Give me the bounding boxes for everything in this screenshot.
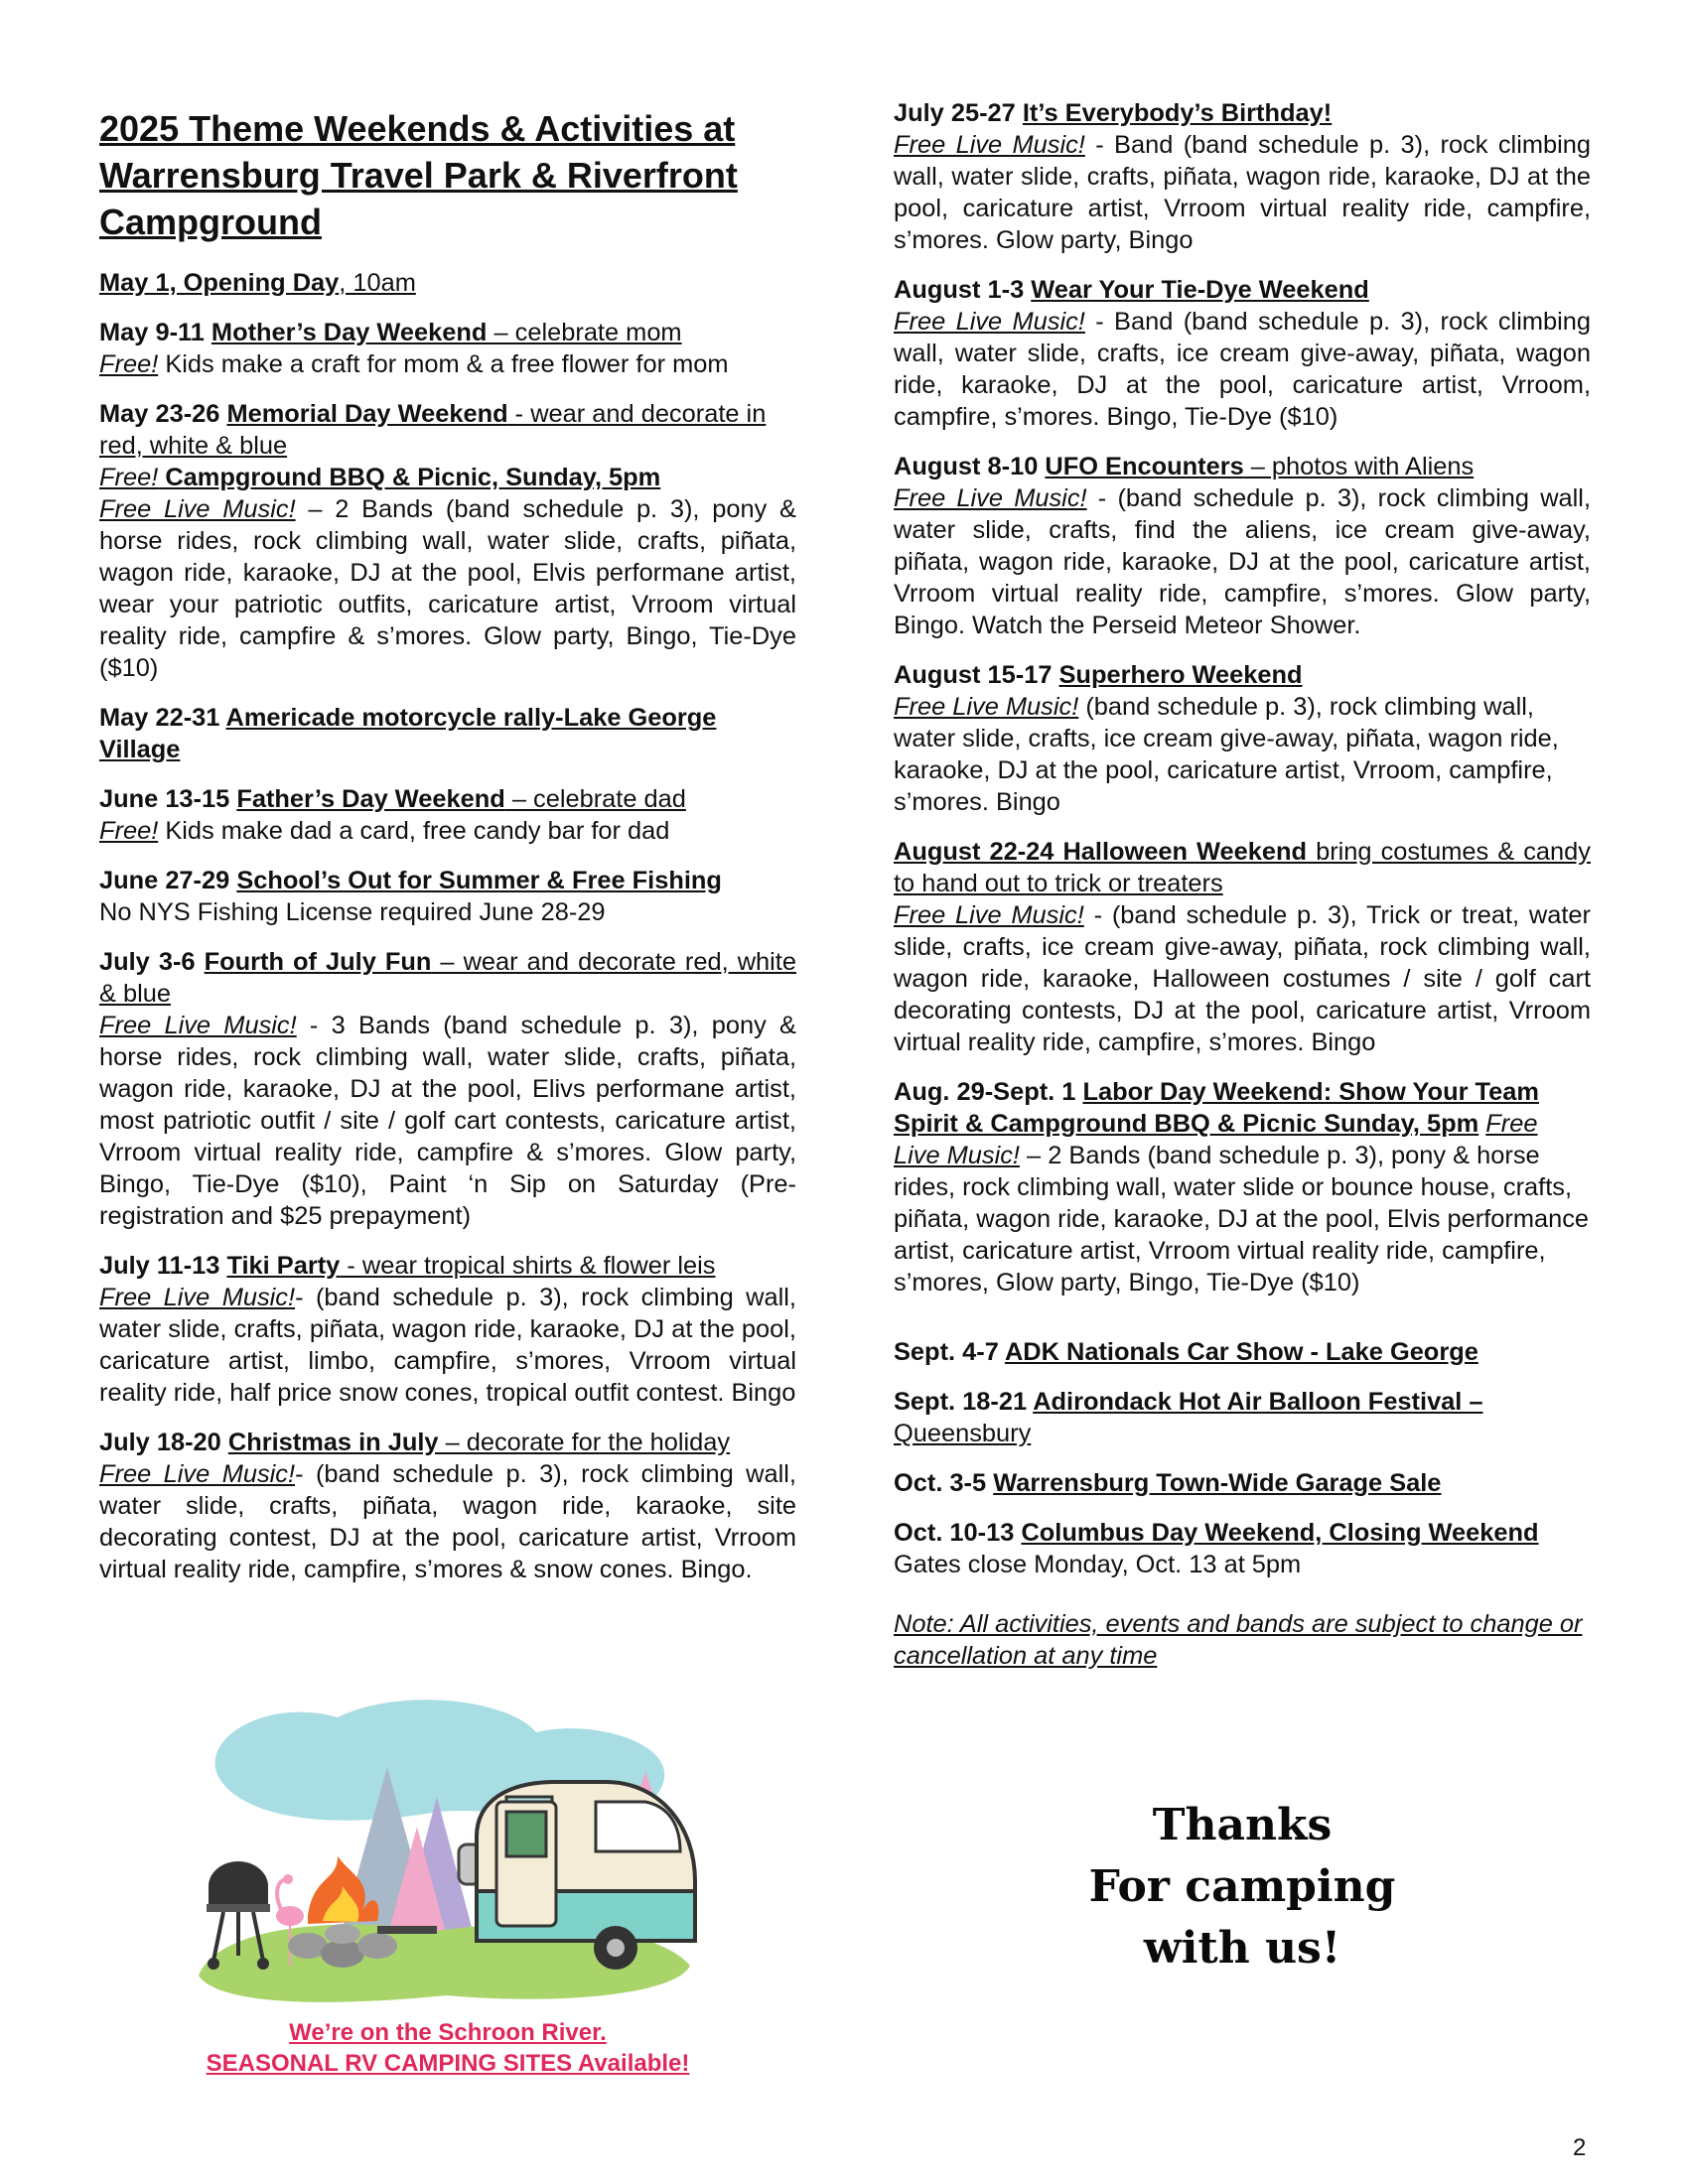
event-ufo-encounters [894,451,1591,641]
event-name: Fourth of July Fun [204,948,432,976]
event-date: July 25-27 [894,99,1023,127]
event-description: Kids make dad a card, free candy bar for dad [158,817,670,845]
free-label: Free! [99,817,159,845]
event-name: Tiki Party [226,1252,341,1280]
event-date: August 1-3 [894,276,1032,304]
event-name: Warrensburg Town-Wide Garage Sale [993,1469,1442,1497]
event-date: July 3-6 [99,948,205,976]
thanks-line-1: Thanks [1152,1800,1333,1850]
event-name: Superhero Weekend [1058,661,1303,689]
event-description: - (band schedule p. 3), rock climbing wall, water slide, crafts, piñata, wagon ride, karaoke, site decorating contest, DJ at the pool, caricature artist, Vrroom virtual reality ride, campfire, s’mores & snow cones. Bingo. [99,1460,796,1583]
free-live-music-label: Free Live Music! [894,901,1084,929]
event-description: - (band schedule p. 3), rock climbing wall, water slide, crafts, find the aliens, ice cream give-away, piñata, wagon ride, karaoke, DJ at the pool, caricature artist, Vrroom virtual reality ride, campfire, s’mores. Glow party, Bingo. Watch the Perseid Meteor Shower. [894,484,1591,639]
free-live-music-label: Free Live Music! [894,484,1087,512]
event-date: June 13-15 [99,785,237,813]
event-date: Sept. 4-7 [894,1338,1005,1366]
event-christmas-in-july [99,1427,796,1585]
event-name: Adirondack Hot Air Balloon Festival – [1033,1388,1483,1416]
event-name: Columbus Day Weekend, Closing Weekend [1021,1519,1539,1547]
bbq-title: Campground BBQ & Picnic, Sunday, 5pm [158,464,661,491]
event-name: Halloween Weekend [1062,838,1308,866]
event-description: – 2 Bands (band schedule p. 3), pony & horse rides, rock climbing wall, water slide or bounce house, crafts, piñata, wagon ride, karaoke, DJ at the pool, Elvis performance artist, caricature artist, Vrroom virtual reality ride, campfire, s’mores, Glow party, Bingo, Tie-Dye ($10) [894,1142,1590,1297]
event-name: School’s Out for Summer & Free Fishing [236,867,722,894]
event-date: May 22-31 [99,704,226,732]
page-number: 2 [1573,2134,1587,2161]
event-date: May 9-11 [99,319,211,346]
event-tiki-party [99,1250,796,1409]
event-labor-day [894,1076,1591,1298]
event-date: August 22-24 [894,838,1063,866]
event-date: Oct. 3-5 [894,1469,994,1497]
event-name: Father’s Day Weekend [236,785,505,813]
event-name: Americade motorcycle rally-Lake George Village [99,704,717,763]
event-description: Kids make a craft for mom & a free flower for mom [158,350,729,378]
event-name: Memorial Day Weekend [226,400,508,428]
free-live-music-label: Free Live Music! [894,131,1085,159]
event-description: (band schedule p. 3), rock climbing wall, water slide, crafts, ice cream give-away, piñata, wagon ride, karaoke, DJ at the pool, caricature artist, Vrroom, campfire, s’mores. Bingo [894,693,1559,816]
event-date: Oct. 10-13 [894,1519,1022,1547]
free-label: Free! [99,464,159,491]
event-tagline: - wear and decorate in red, white & blue [99,400,767,460]
event-location: Queensbury [894,1420,1032,1447]
event-description: No NYS Fishing License required June 28-29 [99,898,606,926]
river-caption [99,2017,796,2079]
event-tie-dye-weekend [894,274,1591,433]
camper-illustration [179,1678,715,2025]
thanks-line-3: with us! [1143,1923,1341,1974]
event-schools-out [99,865,796,928]
event-description: Gates close Monday, Oct. 13 at 5pm [894,1551,1302,1578]
event-tagline: bring costumes & candy to hand out to trick or treaters [894,838,1591,897]
caption-line-1: We’re on the Schroon River. [289,2019,607,2046]
event-tagline: - wear tropical shirts & flower leis [340,1252,716,1280]
event-tagline: – photos with Aliens [1243,453,1475,480]
event-time: , 10am [339,269,416,297]
free-live-music-label: Free Live Music! [99,1012,297,1039]
event-description: – 2 Bands (band schedule p. 3), pony & horse rides, rock climbing wall, water slide, crafts, piñata, wagon ride, karaoke, DJ at the pool, Elvis performane artist, wear your patriotic outfits, caricature artist, Vrroom virtual reality ride, campfire & s’mores. Glow party, Bingo, Tie-Dye ($10) [99,495,796,682]
event-tagline: – decorate for the holiday [438,1429,731,1456]
thanks-line-2: For camping [1088,1861,1396,1912]
event-description: - (band schedule p. 3), Trick or treat, water slide, crafts, ice cream give-away, piñata, rock climbing wall, wagon ride, karaoke, Halloween costumes / site / golf cart decorating contests, DJ at the pool, caricature artist, Vrroom virtual reality ride, campfire, s’mores. Bingo [894,901,1591,1056]
event-fourth-of-july [99,946,796,1232]
event-date: June 27-29 [99,867,237,894]
event-name: UFO Encounters [1045,453,1244,480]
event-name: Christmas in July [227,1429,439,1456]
event-name: May 1, Opening Day [99,269,340,297]
event-date: August 15-17 [894,661,1059,689]
event-car-show [894,1336,1591,1368]
event-garage-sale [894,1467,1591,1499]
event-opening-day [99,267,796,299]
event-name: It’s Everybody’s Birthday! [1022,99,1333,127]
right-column [894,97,1591,1690]
event-halloween-weekend [894,836,1591,1058]
event-description: - (band schedule p. 3), rock climbing wall, water slide, crafts, piñata, wagon ride, karaoke, DJ at the pool, caricature artist, limbo, campfire, s’mores, Vrroom virtual reality ride, half price snow cones, tropical outfit contest. Bingo [99,1284,796,1407]
event-name: Wear Your Tie-Dye Weekend [1031,276,1369,304]
event-name: Labor Day Weekend: Show Your Team Spirit & Campground BBQ & Picnic Sunday, 5pm [894,1078,1539,1138]
disclaimer-note: Note: All activities, events and bands are subject to change or cancellation at any time [894,1610,1583,1670]
event-date: May 23-26 [99,400,227,428]
event-fathers-day [99,783,796,847]
free-live-music-label: Free Live Music! [894,1110,1538,1169]
event-americade [99,702,796,765]
caption-line-2: SEASONAL RV CAMPING SITES Available! [206,2050,690,2077]
event-tagline: – wear and decorate red, white & blue [99,948,796,1008]
event-everybodys-birthday [894,97,1591,256]
free-live-music-label: Free Live Music! [99,1284,296,1311]
event-date: Aug. 29-Sept. 1 [894,1078,1083,1106]
free-live-music-label: Free Live Music! [894,693,1079,721]
event-date: July 11-13 [99,1252,227,1280]
event-description: - 3 Bands (band schedule p. 3), pony & horse rides, rock climbing wall, water slide, crafts, piñata, wagon ride, karaoke, DJ at the pool, Elivs performane artist, most patriotic outfit / site / golf cart contests, caricature artist, Vrroom virtual reality ride, campfire & s’mores. Glow party, Bingo, Tie-Dye ($10), Paint ‘n Sip on Saturday (Pre-registration and $25 prepayment) [99,1012,796,1230]
thanks-message [894,1795,1591,1979]
free-live-music-label: Free Live Music! [99,1460,296,1488]
left-column [99,99,796,1603]
event-mothers-day [99,317,796,380]
event-columbus-day [894,1517,1591,1580]
event-date: August 8-10 [894,453,1046,480]
event-description: - Band (band schedule p. 3), rock climbing wall, water slide, crafts, piñata, wagon ride, karaoke, DJ at the pool, caricature artist, Vrroom virtual reality ride, campfire, s’mores. Glow party, Bingo [894,131,1591,254]
page-title: 2025 Theme Weekends & Activities at Warrensburg Travel Park & Riverfront Campground [99,108,738,242]
event-balloon-festival [894,1386,1591,1449]
event-name: ADK Nationals Car Show - Lake George [1004,1338,1478,1366]
event-memorial-day [99,398,796,684]
event-tagline: – celebrate dad [504,785,686,813]
free-live-music-label: Free Live Music! [99,495,296,523]
event-name: Mother’s Day Weekend [211,319,494,346]
event-superhero-weekend [894,659,1591,818]
event-date: Sept. 18-21 [894,1388,1034,1416]
event-tagline: – celebrate mom [493,319,682,346]
event-description: - Band (band schedule p. 3), rock climbing wall, water slide, crafts, ice cream give-away, piñata, wagon ride, karaoke, DJ at the pool, caricature artist, Vrroom, campfire, s’mores. Bingo, Tie-Dye ($10) [894,308,1591,431]
free-label: Free! [99,350,159,378]
free-live-music-label: Free Live Music! [894,308,1085,336]
event-date: July 18-20 [99,1429,228,1456]
